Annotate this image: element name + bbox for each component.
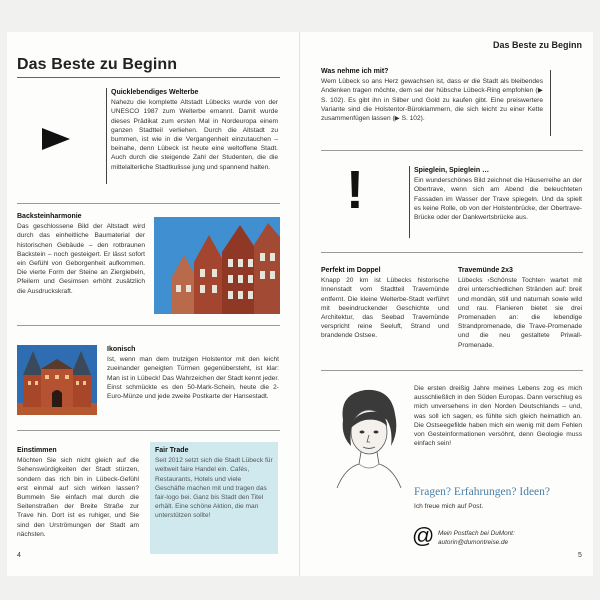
heading: Backsteinharmonie — [17, 213, 82, 220]
section-travemuende — [458, 266, 582, 350]
arrow-right-icon — [42, 128, 70, 155]
section-perfekt — [321, 266, 449, 341]
section-quicklebendig — [111, 88, 278, 172]
page-title: Das Beste zu Beginn — [17, 56, 178, 73]
body: Ist, wenn man dem trutzigen Holstentor mit den leicht zueinander geneigten Türmen gegenübersteht, ist klar: Man ist in Lübeck! Das Wahrzeichen der Stadt kennt jeder. Einst schmückte es den 50-Mark-Schein, heute die 2-Euro-Münze und jede zweite Postkarte der Hansestadt. — [107, 356, 279, 401]
body: Seit 2012 setzt sich die Stadt Lübeck für weltweit faire Handel ein. Cafés, Restaurants, Hotels und viele Geschäfte machen mit und tragen das fair-logo bei. Ganz bis Stadt den Titel erhält. Eine schöne Aktion, die man unterstützen sollte! — [155, 457, 273, 520]
arrow-divider — [106, 88, 107, 184]
section-einstimmen — [17, 446, 139, 539]
prompt-line: Ich freue mich auf Post. — [414, 503, 484, 510]
body: Lübecks ›Schönste Tochter‹ wartet mit drei unterschiedlichen Stränden auf: breit und mondän, still und naturnah sowie wild und rau. Flanieren bietet sie drei Promenaden an: die lebendige Strandpromenade, die Trave-Promenade und die neu gestaltete Priwall-Promenade. — [458, 277, 582, 349]
section-backstein — [17, 212, 145, 296]
author-bio: Die ersten dreißig Jahre meines Lebens zog es mich ausschließlich in den Süden Europas. Dann verschlug es mich unversehens in den Norden Deutschlands – und, was soll ich sagen, es fühlte sich gleich heimatlich an. Die Ostseegefilde haben mich ein wenig mit dem Fehlen von Gesteinformationen versöhnt, denn Geologie muss einfach sein! — [414, 385, 582, 448]
body: Ein wunderschönes Bild zeichnet die Häuserreihe an der Obertrave, wenn sich am Abend die beleuchteten Fassaden im Wasser der Trave spiegeln. Und da spielt es keine Rolle, ob von der Holstenbrücke, der Obertrave-Brücke oder der Dankwertsbrücke aus. — [414, 177, 582, 222]
body: Das geschlossene Bild der Altstadt wird durch das einheitliche Baumaterial der historischen Gebäude – den rotbraunen Backstein – noch gesteigert. Er lässt sofort ein Gefühl von Geborgenheit aufkommen. Die vierte Form der Steine an Ziergiebeln, Pfeilern und Gesimsen erhöht zusätzlich die Ausdruckskraft. — [17, 223, 145, 295]
body: Knapp 20 km ist Lübecks historische Innenstadt vom Stadtteil Travemünde entfernt. Die kleine Welterbe-Stadt verführt mit beeindruckender Geschichte und Architektur, das Seebad Travemünde verspricht reine Seeluft, Strand und brandende Ostsee. — [321, 277, 449, 340]
section-ikonisch — [107, 345, 279, 401]
contact-email[interactable]: autorin@dumontreise.de — [438, 538, 509, 546]
heading: Quicklebendiges Welterbe — [111, 89, 199, 96]
page-number-right: 5 — [578, 552, 582, 559]
heading: Perfekt im Doppel — [321, 267, 381, 274]
photo-brick-houses — [154, 217, 280, 314]
rule — [17, 325, 280, 326]
heading: Fair Trade — [155, 447, 189, 454]
heading: Einstimmen — [17, 447, 57, 454]
body: Möchten Sie sich nicht gleich auf die Sehenswürdigkeiten der Stadt stürzen, sondern das rich bin in Lübeck-Gefühl erst einmal auf sich wirken lassen? Bummeln Sie einfach mal durch die Seitenstraßen der Breite Straße zur Trave hin. Dort ist es ruhiger, und Sie sind den Urströmungen der Stadt am nächsten. — [17, 457, 139, 538]
fair-trade-box — [150, 442, 278, 554]
page-number-left: 4 — [17, 552, 21, 559]
rule — [17, 430, 280, 431]
body: Nahezu die komplette Altstadt Lübecks wurde von der UNESCO 1987 zum Welterbe ernannt. Damit wurde dieses Prädikat zum ersten Mal in Nordeuropa einem ganzen Stadtteil verliehen. Durch die Altstadt zu bummen, ist wie in die Vergangenheit einzutauchen – beinahe, denn Lübeck ist heute eine weltoffene Stadt. Auch durch die steigende Zahl der Studenten, die die mittelalterliche Stadtkulisse jung und spannend halten. — [111, 99, 278, 171]
divider — [409, 166, 410, 238]
rule — [321, 150, 583, 151]
rule — [17, 203, 280, 204]
heading: Travemünde 2x3 — [458, 267, 513, 274]
contact-line-1: Mein Postfach bei DuMont: — [438, 530, 515, 537]
at-icon: @ — [412, 523, 435, 548]
contact-info — [438, 530, 515, 547]
author-portrait — [329, 380, 409, 490]
photo-holstentor — [17, 345, 97, 415]
heading: Was nehme ich mit? — [321, 68, 389, 75]
body: Wem Lübeck so ans Herz gewachsen ist, dass er die Stadt als bleibendes Andenken tragen möchte, dem sei der hübsche Lübeck-Ring empfohlen (▶ S. 102). Es gibt ihn in Silber und Gold zu kaufen gibt. Eine preiswertere Variante sind die Holstentor-Büroklammern, die sich leicht zu einer Kette zusammenfügen lassen (▶ S. 102). — [321, 78, 543, 123]
running-head: Das Beste zu Beginn — [492, 40, 582, 50]
divider — [550, 70, 551, 136]
rule — [321, 252, 583, 253]
rule — [321, 370, 583, 371]
section-mitnehmen — [321, 67, 543, 123]
question-line: Fragen? Erfahrungen? Ideen? — [414, 486, 551, 498]
exclamation-icon: ! — [346, 160, 364, 220]
title-rule — [17, 77, 280, 78]
section-spieglein — [414, 166, 582, 222]
heading: Spieglein, Spieglein … — [414, 167, 490, 174]
heading: Ikonisch — [107, 346, 136, 353]
gutter — [299, 32, 300, 576]
